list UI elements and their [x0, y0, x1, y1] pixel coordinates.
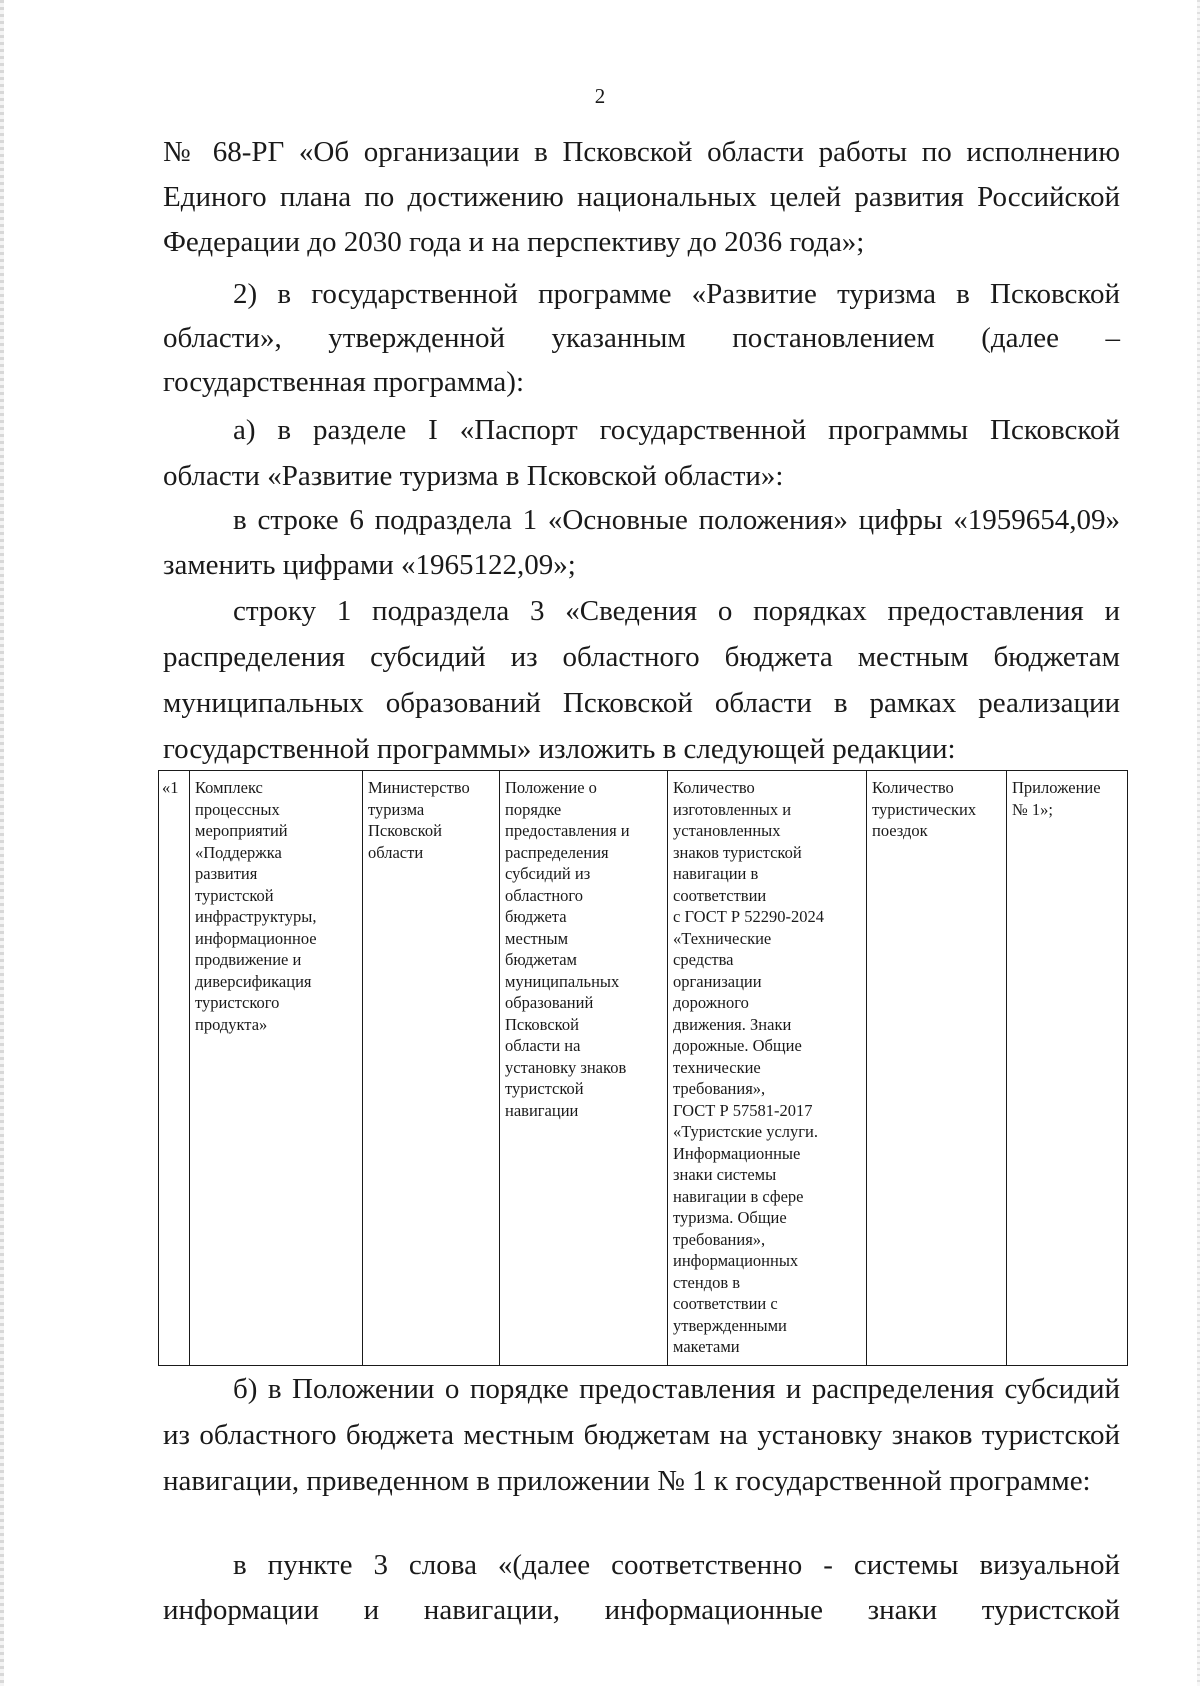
paragraph-item-a: а) в разделе I «Паспорт государственной программы Псковской области «Развитие туризма в Псковской области»: [163, 414, 1120, 492]
table-cell-complex: Комплекс процессных мероприятий «Поддержка развития туристской инфраструктуры, информационное продвижение и диверсификация туристского продукта» [190, 771, 363, 1366]
table-cell-appendix: Приложение № 1»; [1007, 771, 1128, 1366]
paragraph-point-3-text: в пункте 3 слова «(далее соответственно - системы визуальной информации и навигации, информационные знаки туристской [163, 1549, 1120, 1626]
table-cell-indicator: Количество изготовленных и установленных знаков туристской навигации в соответствии с ГОСТ Р 52290-2024 «Технические средства организации дорожного движения. Знаки дорожные. Общие технические требования», ГОСТ Р 57581-2017 «Туристские услуги. Информационные знаки системы навигации в сфере туризма. Общие требования», информационных стендов в соответствии с утвержденными макетами [668, 771, 867, 1366]
paragraph-item-2: 2) в государственной программе «Развитие туризма в Псковской области», утвержденной указанным постановлением (далее – государственная программа): [163, 278, 1120, 398]
table-cell-trips: Количество туристических поездок [867, 771, 1007, 1366]
table-cell-row-number: «1 [159, 771, 190, 1366]
table-cell-ministry: Министерство туризма Псковской области [363, 771, 500, 1366]
page-number: 2 [594, 84, 606, 108]
paragraph-item-b: б) в Положении о порядке предоставления и распределения субсидий из областного бюджета местным бюджетам на установку знаков туристской навигации, приведенном в приложении № 1 к государственной программе: [163, 1373, 1120, 1497]
paragraph-decree-reference: № 68-РГ «Об организации в Псковской области работы по исполнению Единого плана по достижению национальных целей развития Российской Федерации до 2030 года и на перспективу до 2036 года»; [163, 136, 1120, 258]
table-row [159, 771, 1128, 1366]
paragraph-point-3 [163, 1543, 1120, 1633]
paragraph-row-6-change: в строке 6 подраздела 1 «Основные положения» цифры «1959654,09» заменить цифрами «1965122,09»; [163, 504, 1120, 581]
inserted-table [158, 770, 1128, 1366]
table-cell-regulation: Положение о порядке предоставления и распределения субсидий из областного бюджета местным бюджетам муниципальных образований Псковской области на установку знаков туристской навигации [500, 771, 668, 1366]
paragraph-row-1-intro: строку 1 подраздела 3 «Сведения о порядках предоставления и распределения субсидий из областного бюджета местным бюджетам муниципальных образований Псковской области в рамках реализации государственной программы» изложить в следующей редакции: [163, 595, 1120, 765]
scan-edge-left [0, 0, 4, 1686]
